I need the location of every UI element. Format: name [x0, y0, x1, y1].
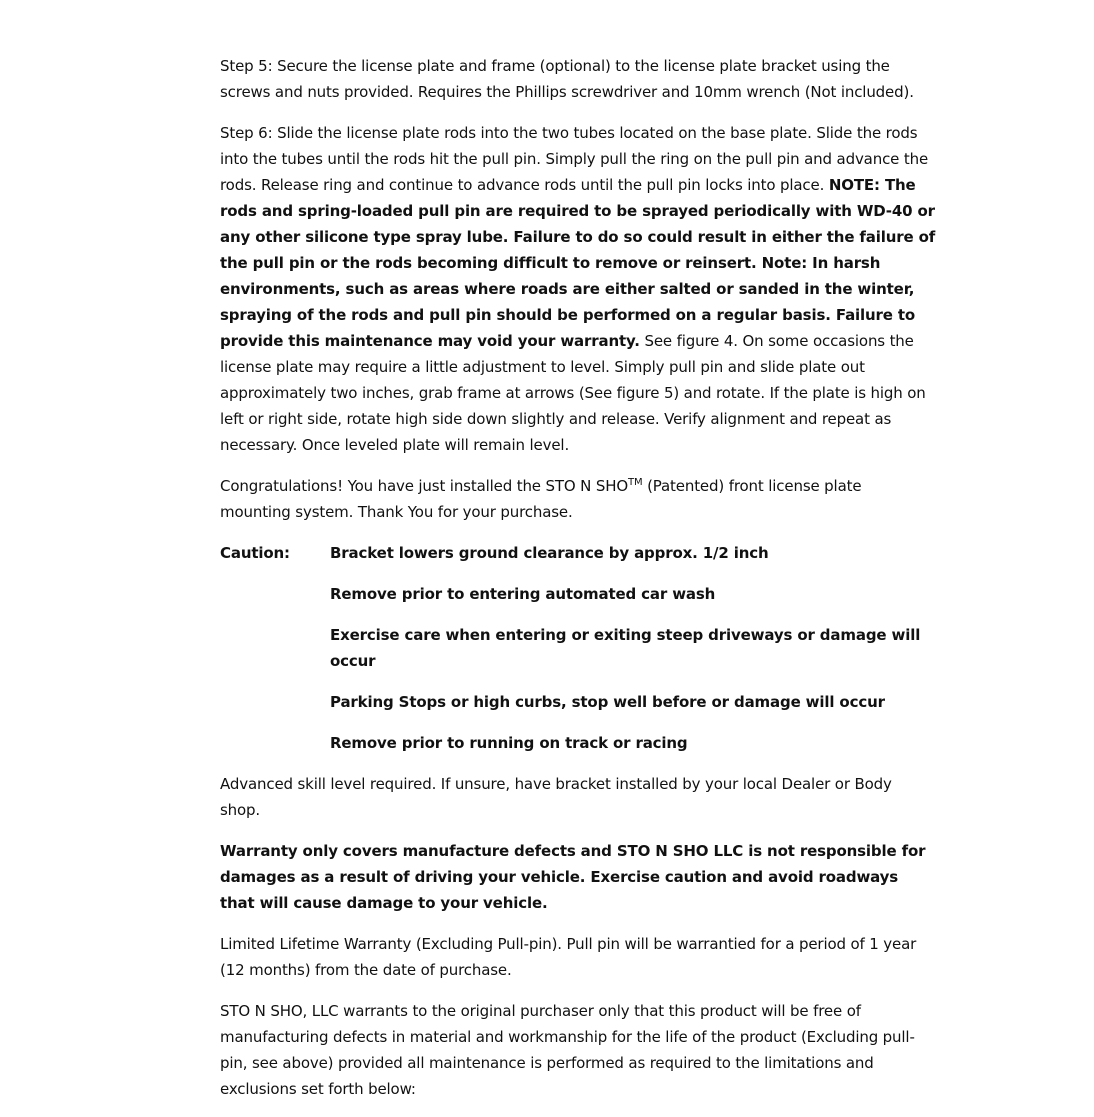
congrats-text: Congratulations! You have just installed the STO N SHO — [220, 477, 629, 495]
caution-text: Remove prior to running on track or racing — [330, 734, 688, 752]
limited-warranty-paragraph: Limited Lifetime Warranty (Excluding Pull-pin). Pull pin will be warrantied for a period of 1 year (12 months) from the date of purchase. — [220, 935, 917, 979]
caution-text: Parking Stops or high curbs, stop well before or damage will occur — [330, 693, 885, 711]
step5-paragraph: Step 5: Secure the license plate and frame (optional) to the license plate bracket using the screws and nuts provided. Requires the Phillips screwdriver and 10mm wrench (Not included). — [220, 57, 914, 101]
caution-item — [220, 730, 936, 756]
caution-label-spacer — [220, 581, 330, 607]
caution-item — [220, 622, 936, 674]
step6-paragraph — [220, 120, 936, 458]
step6-adjustment-text: See figure 4. On some occasions the license plate may require a little adjustment to level. Simply pull pin and slide plate out approximately two inches, grab frame at arrows (See figure 5) and rotate. If the plate is high on left or right side, rotate high side down slightly and release. Verify alignment and repeat as necessary. Once leveled plate will remain level. — [220, 332, 926, 454]
warranty-disclaimer: Warranty only covers manufacture defects and STO N SHO LLC is not responsible for damages as a result of driving your vehicle. Exercise caution and avoid roadways that will cause damage to your vehicle. — [220, 842, 926, 912]
caution-item — [220, 581, 936, 607]
trademark-mark: TM — [628, 477, 643, 488]
caution-text: Exercise care when entering or exiting steep driveways or damage will occur — [330, 626, 921, 670]
caution-text: Bracket lowers ground clearance by approx. 1/2 inch — [330, 544, 769, 562]
step6-intro: Step 6: Slide the license plate rods into the two tubes located on the base plate. Slide the rods into the tubes until the rods hit the pull pin. Simply pull the ring on the pull pin and advance the rods. Release ring and continue to advance rods until the pull pin locks into place. — [220, 124, 929, 194]
step6-maintenance-note: NOTE: The rods and spring-loaded pull pin are required to be sprayed periodically with WD-40 or any other silicone type spray lube. Failure to do so could result in either the failure of the pull pin or the rods becoming difficult to remove or reinsert. Note: In harsh environments, such as areas where roads are either salted or sanded in the winter, spraying of the rods and pull pin should be performed on a regular basis. Failure to provide this maintenance may void your warranty. — [220, 176, 936, 350]
caution-label: Caution: — [220, 544, 290, 562]
caution-list — [220, 540, 936, 756]
caution-label-spacer — [220, 730, 330, 756]
document-page — [220, 53, 936, 1117]
caution-item — [220, 689, 936, 715]
caution-label-spacer — [220, 689, 330, 715]
caution-text: Remove prior to entering automated car wash — [330, 585, 716, 603]
caution-item — [220, 540, 936, 566]
skill-level-paragraph: Advanced skill level required. If unsure, have bracket installed by your local Dealer or Body shop. — [220, 775, 892, 819]
warranty-terms-paragraph: STO N SHO, LLC warrants to the original purchaser only that this product will be free of manufacturing defects in material and workmanship for the life of the product (Excluding pull-pin, see above) provided all maintenance is performed as required to the limitations and exclusions set forth below: — [220, 1002, 915, 1098]
congrats-text-end: (Patented) front license plate mounting system. Thank You for your purchase. — [220, 477, 862, 521]
caution-label-spacer — [220, 622, 330, 674]
congratulations-paragraph — [220, 473, 936, 525]
